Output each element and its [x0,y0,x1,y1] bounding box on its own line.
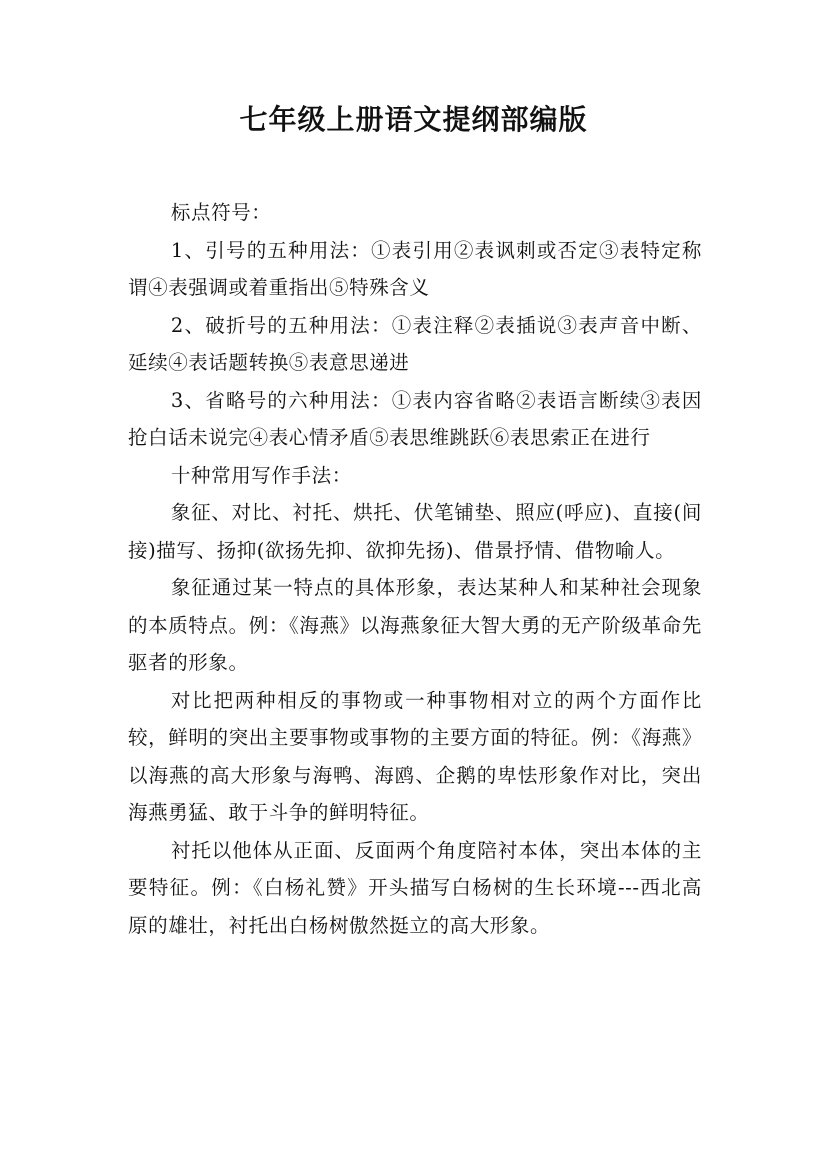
paragraph-foil: 衬托以他体从正面、反面两个角度陪衬本体，突出本体的主要特征。例：《白杨礼赞》开头描写白杨树的生长环境---西北高原的雄壮，衬托出白杨树傲然挺立的高大形象。 [128,838,702,937]
paragraph-quotation-marks: 1、引号的五种用法：①表引用②表讽刺或否定③表特定称谓④表强调或着重指出⑤特殊含义 [128,238,702,299]
paragraph-contrast: 对比把两种相反的事物或一种事物相对立的两个方面作比较，鲜明的突出主要事物或事物的主要方面的特征。例：《海燕》以海燕的高大形象与海鸭、海鸥、企鹅的卑怯形象作对比，突出海燕勇猛、敢于斗争的鲜明特征。 [128,688,702,824]
document-body [128,194,702,944]
document-title: 七年级上册语文提纲部编版 [239,103,588,136]
paragraph-ellipsis: 3、省略号的六种用法：①表内容省略②表语言断续③表因抢白话未说完④表心情矛盾⑤表思维跳跃⑥表思索正在进行 [128,388,702,449]
paragraph-writing-techniques-heading: 十种常用写作手法： [170,463,352,487]
paragraph-dash: 2、破折号的五种用法：①表注释②表插说③表声音中断、延续④表话题转换⑤表意思递进 [128,313,702,374]
paragraph-punctuation-heading: 标点符号： [170,201,272,224]
paragraph-techniques-list: 象征、对比、衬托、烘托、伏笔铺垫、照应(呼应)、直接(间接)描写、扬抑(欲扬先抑、欲抑先扬)、借景抒情、借物喻人。 [128,501,702,562]
paragraph-symbolism: 象征通过某一特点的具体形象，表达某种人和某种社会现象的本质特点。例：《海燕》以海燕象征大智大勇的无产阶级革命先驱者的形象。 [128,576,702,674]
